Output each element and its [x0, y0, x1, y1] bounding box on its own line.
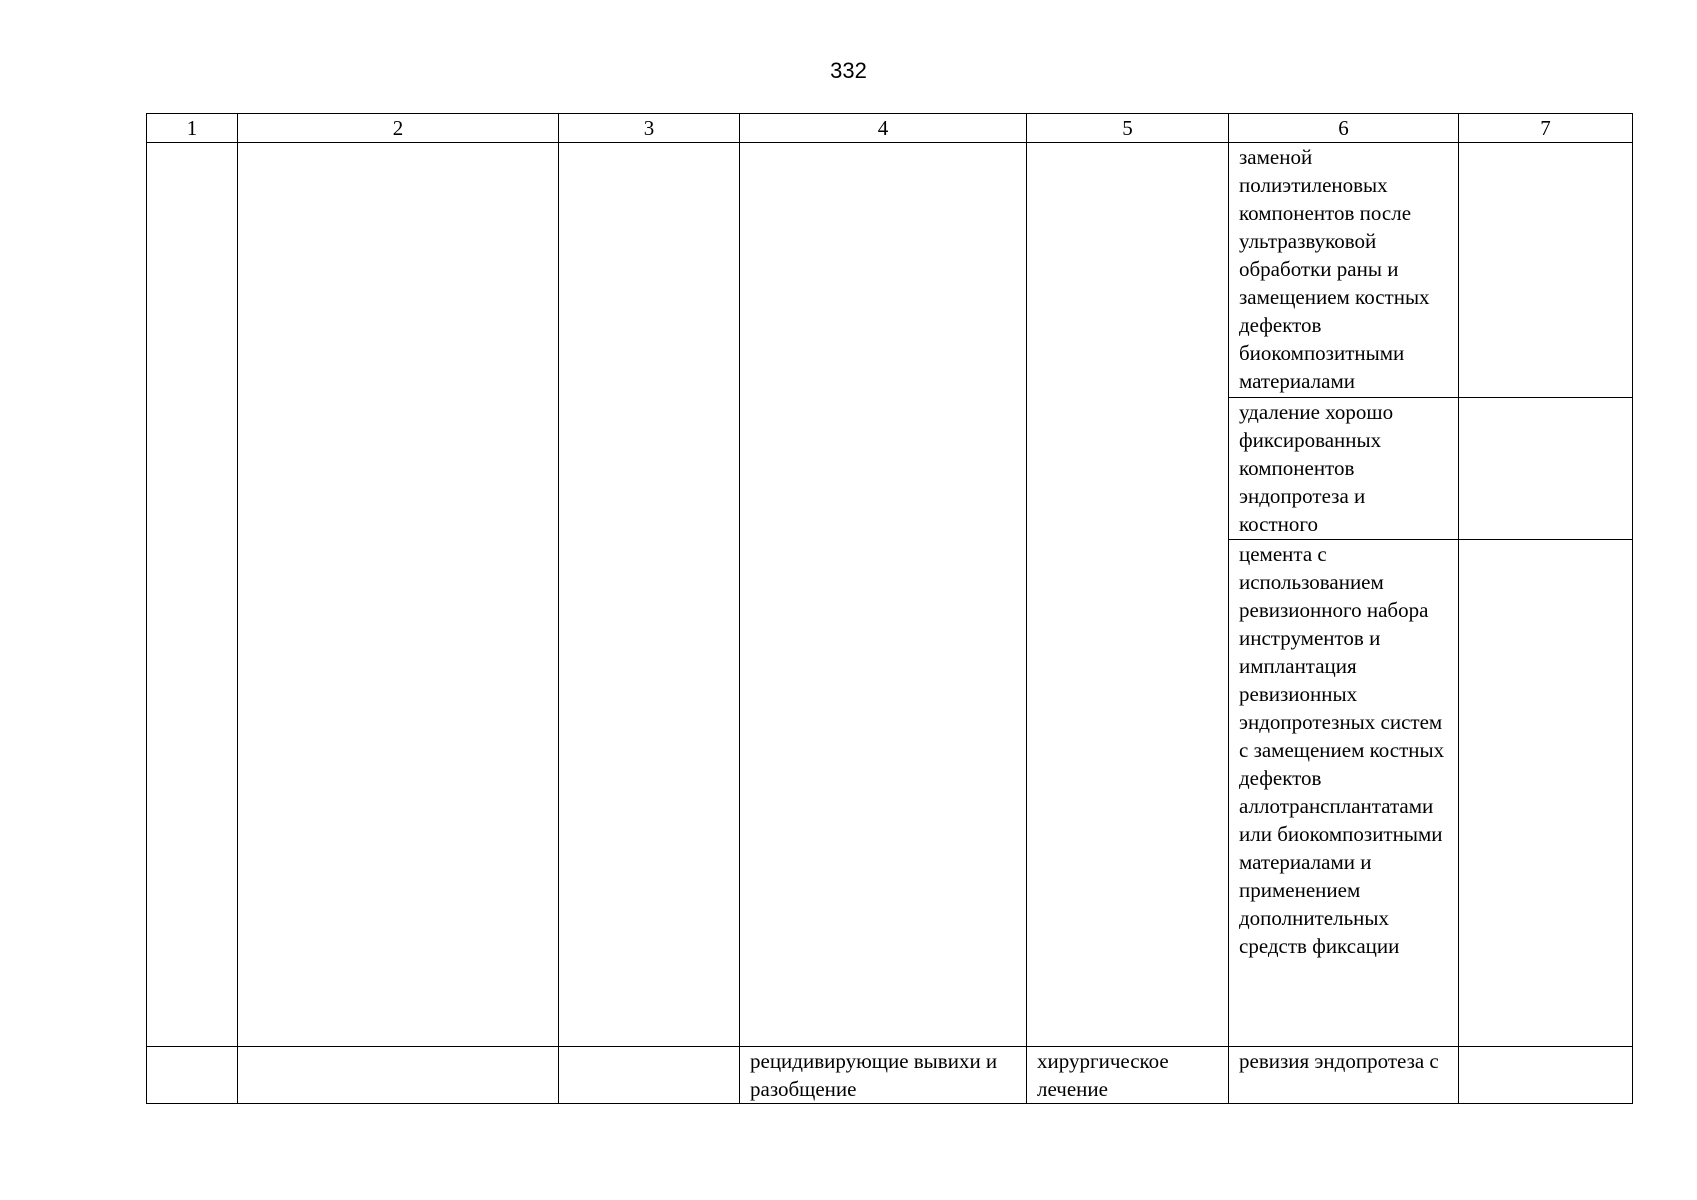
diagnosis-text: рецидивирующие вывихи и разобщение [750, 1049, 998, 1101]
medical-procedures-table [146, 113, 1633, 1104]
table-row [147, 1047, 1633, 1104]
table-cell-col7 [1459, 540, 1633, 1047]
column-header: 6 [1229, 114, 1459, 143]
table-cell-col1 [147, 1047, 238, 1104]
table-cell-col3 [559, 143, 740, 1047]
table-cell-col2 [238, 143, 559, 1047]
table-cell-col6 [1229, 398, 1459, 540]
column-header: 5 [1027, 114, 1229, 143]
column-header: 3 [559, 114, 740, 143]
page-number: 332 [830, 58, 867, 83]
procedure-text: заменой полиэтиленовых компонентов после ультразвуковой обработки раны и замещением костных дефектов биокомпозитными материалами [1239, 145, 1430, 393]
table-cell-col4 [740, 143, 1027, 1047]
table-cell-col6 [1229, 1047, 1459, 1104]
table-cell-col4 [740, 1047, 1027, 1104]
table-cell-col6 [1229, 143, 1459, 398]
table-cell-col1 [147, 143, 238, 1047]
table-header-row [147, 114, 1633, 143]
table-cell-col7 [1459, 398, 1633, 540]
table-cell-col2 [238, 1047, 559, 1104]
table-cell-col7 [1459, 143, 1633, 398]
procedure-text: цемента с использованием ревизионного набора инструментов и имплантация ревизионных эндопротезных систем с замещением костных дефектов аллотрансплантатами или биокомпозитными материалами и применением дополнительных средств фиксации [1239, 542, 1445, 958]
table-cell-col5 [1027, 1047, 1229, 1104]
column-header: 2 [238, 114, 559, 143]
table-cell-col6 [1229, 540, 1459, 1047]
table-cell-col5 [1027, 143, 1229, 1047]
table-row [147, 143, 1633, 398]
column-header: 1 [147, 114, 238, 143]
table-cell-col3 [559, 1047, 740, 1104]
column-header: 7 [1459, 114, 1633, 143]
column-header: 4 [740, 114, 1027, 143]
table-cell-col7 [1459, 1047, 1633, 1104]
treatment-type-text: хирургическое лечение [1037, 1049, 1169, 1101]
procedure-text: удаление хорошо фиксированных компонентов эндопротеза и костного [1239, 400, 1394, 536]
procedure-text: ревизия эндопротеза с [1239, 1049, 1439, 1073]
